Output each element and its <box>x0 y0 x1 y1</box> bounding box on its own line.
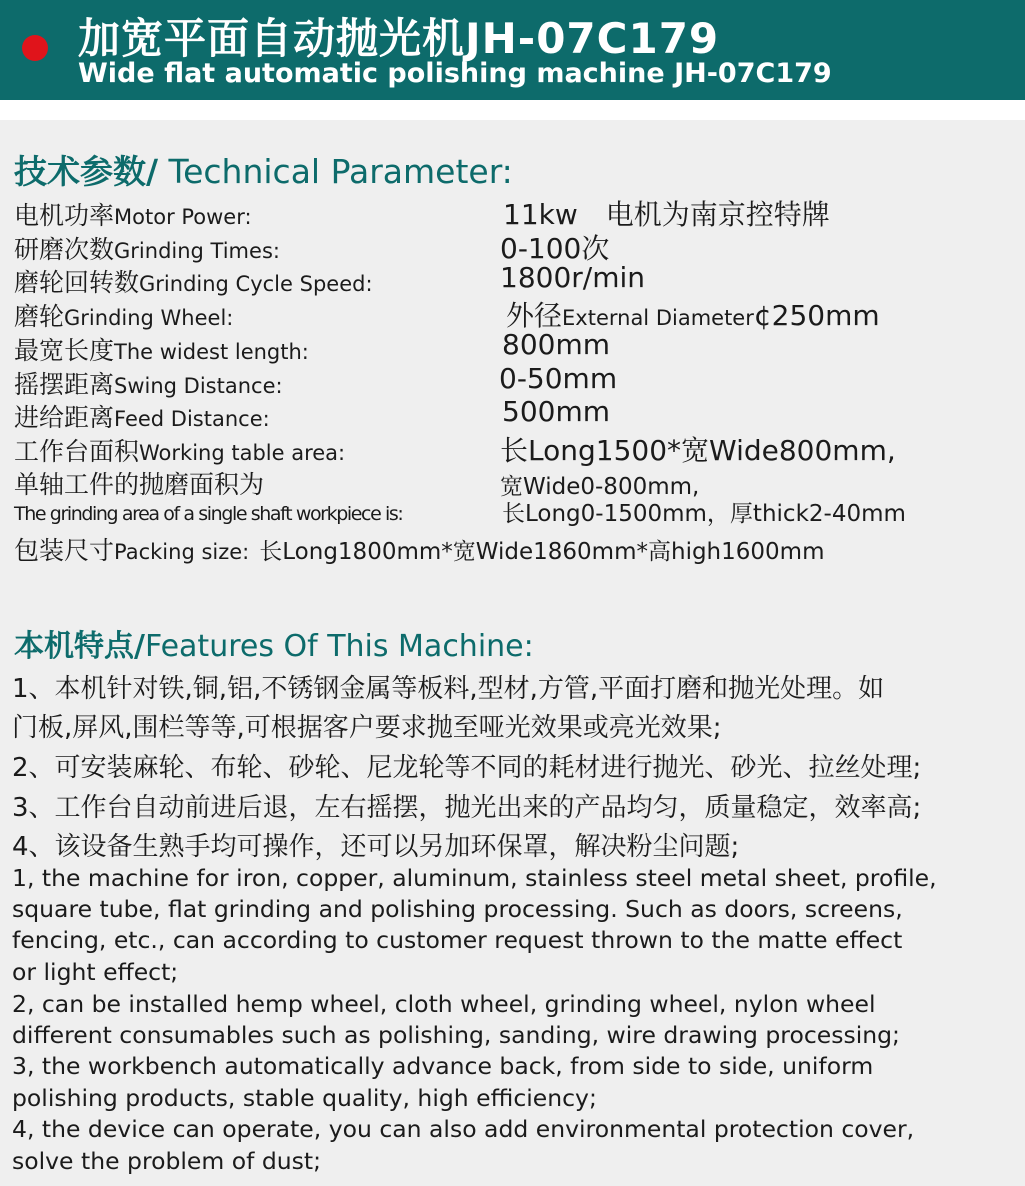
param-label: 进给距离Feed Distance: <box>14 403 270 432</box>
features-heading-en: Features Of This Machine: <box>144 629 534 664</box>
title-en: Wide flat automatic polishing machine JH-07C179 <box>78 58 832 89</box>
technical-heading-en: Technical Parameter: <box>158 152 513 191</box>
feature-cn-line: 2、可安装麻轮、布轮、砂轮、尼龙轮等不同的耗材进行抛光、砂光、拉丝处理; <box>12 753 922 783</box>
feature-en-line: 2, can be installed hemp wheel, cloth wheel, grinding wheel, nylon wheel <box>12 990 876 1018</box>
red-dot-icon <box>22 35 48 61</box>
packing-value: 长Long1800mm*宽Wide1860mm*高high1600mm <box>259 539 825 565</box>
title-banner <box>0 0 1025 100</box>
feature-en-line: square tube, flat grinding and polishing processing. Such as doors, screens, <box>12 895 903 923</box>
features-heading <box>14 621 534 665</box>
param-value: 500mm <box>502 395 610 428</box>
param-label: 摇摆距离Swing Distance: <box>14 370 283 399</box>
feature-en-line: fencing, etc., can according to customer request thrown to the matte effect <box>12 926 903 954</box>
technical-heading <box>14 146 513 193</box>
feature-en-line: 1, the machine for iron, copper, aluminum, stainless steel metal sheet, profile, <box>12 864 937 892</box>
title-cn: 加宽平面自动抛光机JH-07C179 <box>78 14 720 63</box>
param-value: 0-50mm <box>499 362 618 395</box>
single-axis-label-cn: 单轴工件的抛磨面积为 <box>14 470 265 499</box>
feature-en-line: polishing products, stable quality, high efficiency; <box>12 1084 597 1112</box>
single-axis-label-en: The grinding area of a single shaft workpiece is: <box>14 503 403 525</box>
param-label: 工作台面积Working table area: <box>14 437 346 466</box>
param-value: 长Long1500*宽Wide800mm, <box>500 434 896 467</box>
feature-en-line: or light effect; <box>12 958 179 986</box>
features-heading-cn: 本机特点/ <box>14 629 145 664</box>
feature-en-line: different consumables such as polishing, sanding, wire drawing processing; <box>12 1021 900 1049</box>
packing-size: 包装尺寸Packing size: 长Long1800mm*宽Wide1860mm*高high1600mm <box>14 536 825 565</box>
feature-cn-line: 4、该设备生熟手均可操作，还可以另加环保罩，解决粉尘问题; <box>12 832 740 862</box>
single-axis-value: 长Long0-1500mm，厚thick2-40mm <box>502 501 906 527</box>
param-value: 1800r/min <box>500 261 646 294</box>
feature-cn-line: 3、工作台自动前进后退，左右摇摆，抛光出来的产品均匀，质量稳定，效率高; <box>12 793 922 823</box>
feature-en-line: 4, the device can operate, you can also add environmental protection cover, <box>12 1115 915 1143</box>
param-label: 磨轮回转数Grinding Cycle Speed: <box>14 268 373 297</box>
feature-en-line: 3, the workbench automatically advance back, from side to side, uniform <box>12 1052 874 1080</box>
feature-cn-line: 1、本机针对铁,铜,铝,不锈钢金属等板料,型材,方管,平面打磨和抛光处理。如 <box>12 674 885 704</box>
param-value: 800mm <box>502 328 610 361</box>
param-value: 外径External Diameter¢250mm <box>506 299 880 332</box>
param-label: 最宽长度The widest length: <box>14 336 309 365</box>
feature-en-line: solve the problem of dust; <box>12 1147 322 1175</box>
param-label: 电机功率Motor Power: <box>14 201 252 230</box>
param-value: 11kw 电机为南京控特牌 <box>503 198 830 231</box>
technical-heading-cn: 技术参数/ <box>14 152 159 191</box>
feature-cn-line: 门板,屏风,围栏等等,可根据客户要求抛至哑光效果或亮光效果; <box>12 713 722 743</box>
single-axis-value: 宽Wide0-800mm, <box>500 474 700 500</box>
divider <box>0 100 1025 120</box>
param-label: 磨轮Grinding Wheel: <box>14 302 234 331</box>
param-label: 研磨次数Grinding Times: <box>14 235 280 264</box>
param-value: 0-100次 <box>500 232 610 265</box>
